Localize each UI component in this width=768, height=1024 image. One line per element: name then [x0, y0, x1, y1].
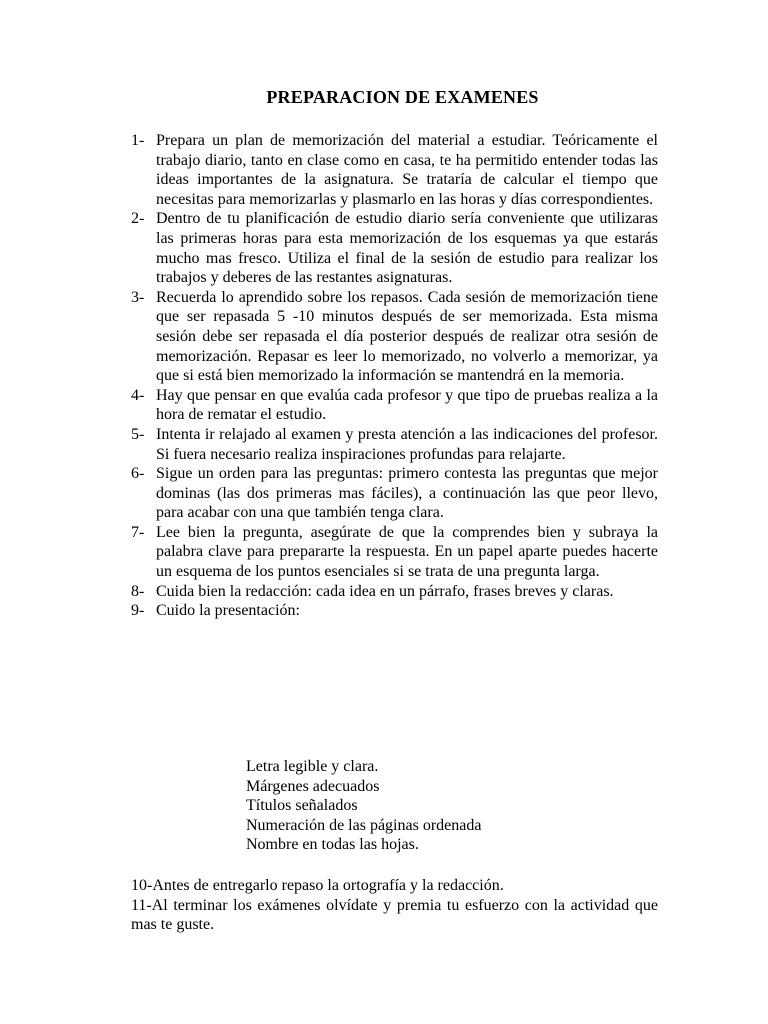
list-item	[131, 464, 658, 523]
item-number: 5-	[131, 425, 145, 443]
list-item	[131, 601, 658, 621]
presentation-item: Numeración de las páginas ordenada	[246, 816, 482, 834]
list-item	[131, 425, 658, 464]
list-item	[131, 209, 658, 287]
item-text: Sigue un orden para las preguntas: primero contesta las preguntas que mejor dominas (las dos primeras mas fáciles), a continuación las que peor llevo, para acabar con una que también tenga clara.	[156, 465, 658, 522]
item-text: Intenta ir relajado al examen y presta atención a las indicaciones del profesor. Si fuera necesario realiza inspiraciones profundas para relajarte.	[156, 425, 658, 463]
item-number: 2-	[131, 210, 145, 228]
item-number: 1-	[131, 132, 145, 149]
item-number: 8-	[131, 582, 145, 600]
list-item	[131, 582, 658, 602]
item-number: 9-	[131, 602, 145, 620]
presentation-item: Márgenes adecuados	[246, 777, 380, 795]
item-text: Prepara un plan de memorización del material a estudiar. Teóricamente el trabajo diario, tanto en clase como en casa, te ha permitido entender todas las ideas importantes de la asignatura. Se trataría de calcular el tiempo que necesitas para memorizarlas y plasmarlo en las horas y días correspondientes.	[156, 132, 658, 208]
closing-items	[131, 876, 658, 935]
document-title: PREPARACION DE EXAMENES	[266, 87, 539, 107]
item-text: Cuido la presentación:	[156, 602, 300, 620]
presentation-item: Títulos señalados	[246, 797, 358, 815]
item-number: 6-	[131, 465, 145, 483]
list-item	[131, 288, 658, 386]
presentation-list	[246, 757, 481, 855]
list-item	[131, 523, 658, 582]
item-text: Lee bien la pregunta, asegúrate de que la comprendes bien y subraya la palabra clave para prepararte la respuesta. En un papel aparte puedes hacerte un esquema de los puntos esenciales si se trata de una pregunta larga.	[156, 523, 658, 581]
item-text: Cuida bien la redacción: cada idea en un párrafo, frases breves y claras.	[156, 582, 614, 600]
closing-item: 11-Al terminar los exámenes olvídate y premia tu esfuerzo con la actividad que mas te guste.	[131, 896, 658, 934]
list-item	[131, 131, 658, 209]
presentation-item: Nombre en todas las hojas.	[246, 836, 419, 854]
item-text: Dentro de tu planificación de estudio diario sería conveniente que utilizaras las primeras horas para esta memorización de los esquemas ya que estarás mucho mas fresco. Utiliza el final de la sesión de estudio para realizar los trabajos y deberes de las restantes asignaturas.	[156, 210, 658, 287]
item-number: 7-	[131, 523, 145, 541]
item-number: 4-	[131, 386, 145, 404]
numbered-list	[131, 131, 658, 621]
closing-item: 10-Antes de entregarlo repaso la ortografía y la redacción.	[131, 877, 504, 894]
item-text: Hay que pensar en que evalúa cada profesor y que tipo de pruebas realiza a la hora de rematar el estudio.	[156, 386, 658, 424]
item-text: Recuerda lo aprendido sobre los repasos. Cada sesión de memorización tiene que ser repasada 5 -10 minutos después de ser memorizada. Esta misma sesión debe ser repasada el día posterior después de realizar otra sesión de memorización. Repasar es leer lo memorizado, no volverlo a memorizar, ya que si está bien memorizado la información se mantendrá en la memoria.	[156, 288, 658, 385]
item-number: 3-	[131, 288, 145, 306]
presentation-item: Letra legible y clara.	[246, 758, 379, 775]
list-item	[131, 386, 658, 425]
